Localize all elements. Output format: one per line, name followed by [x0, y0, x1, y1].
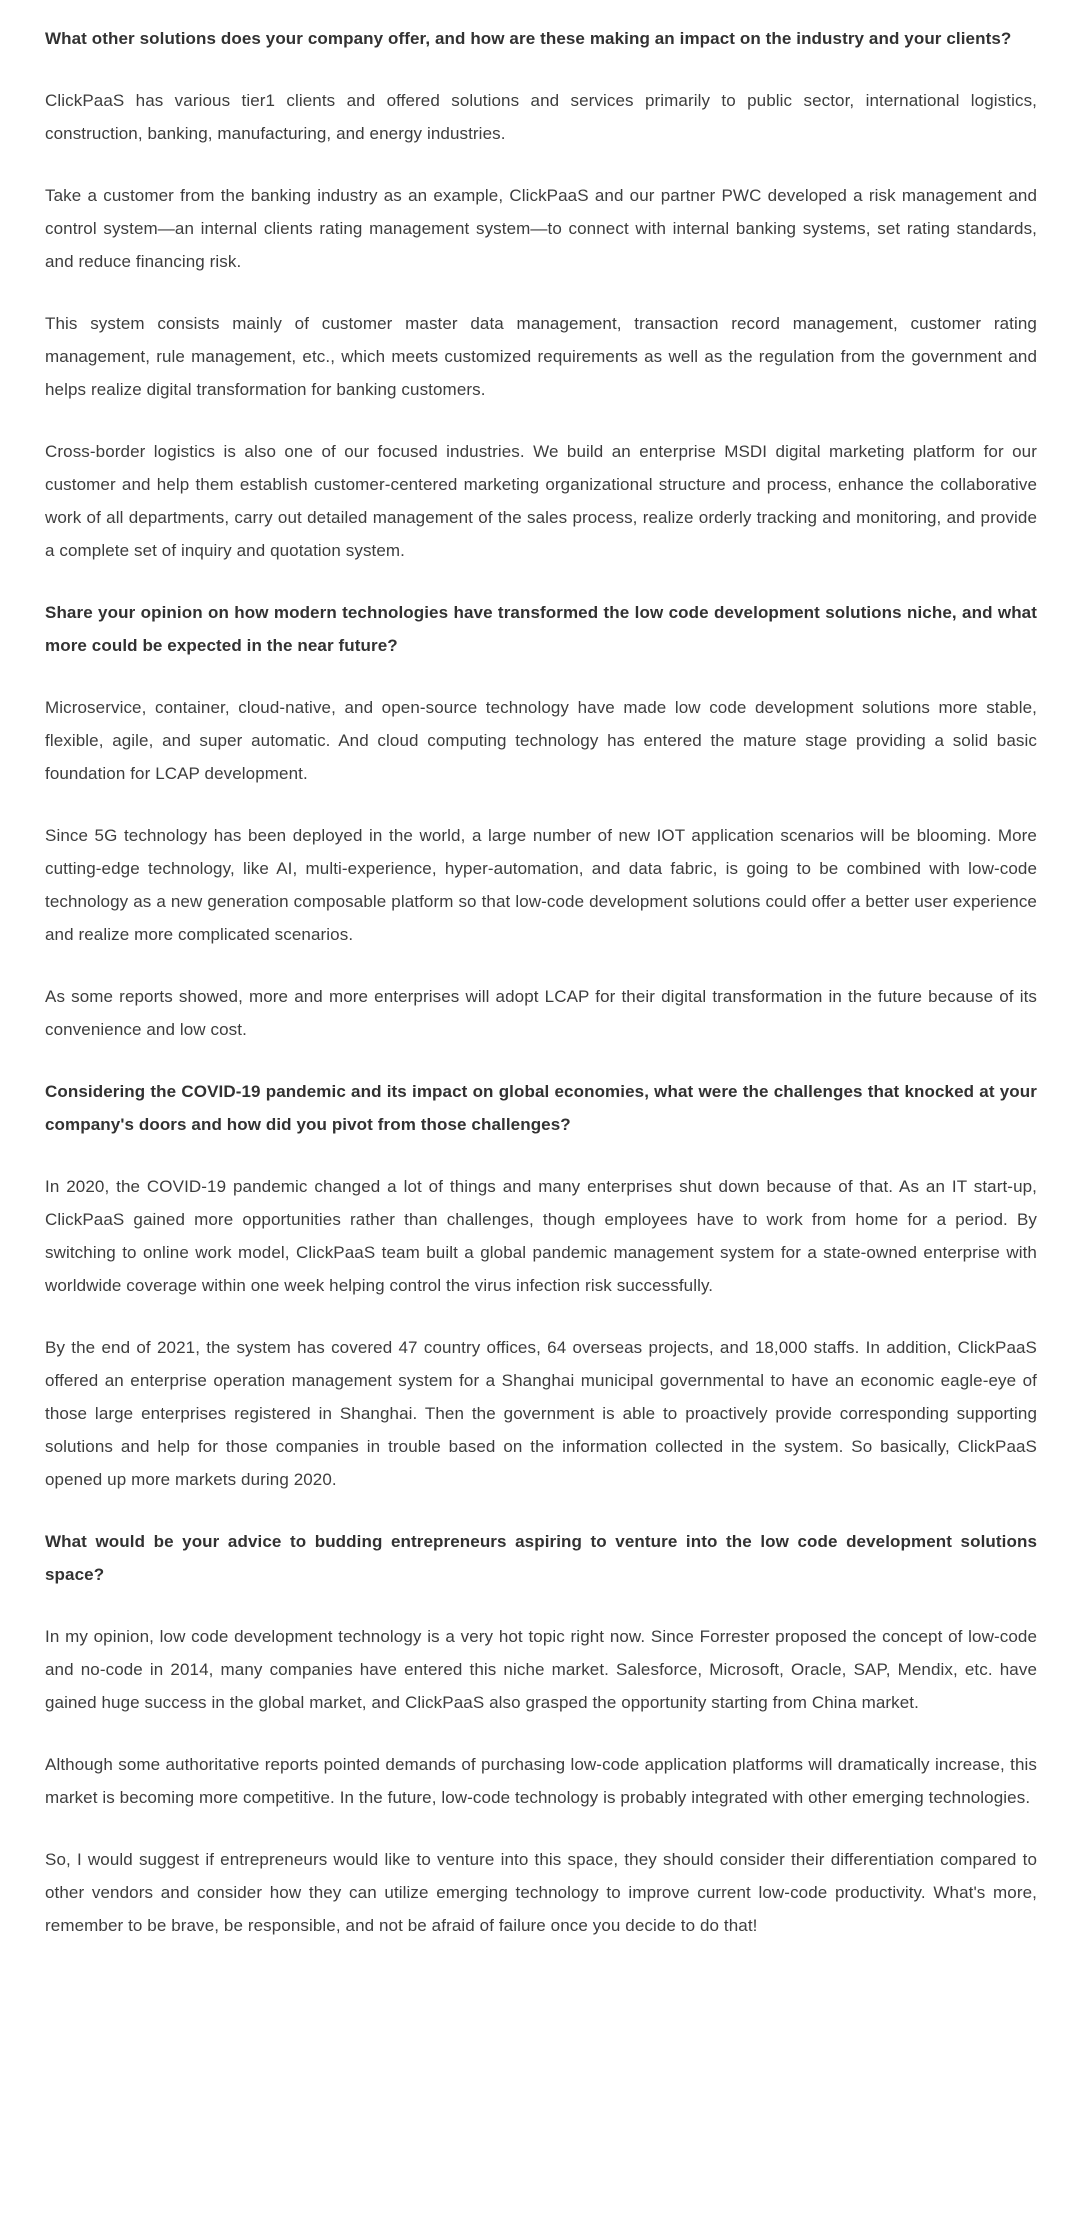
answer-paragraph: Take a customer from the banking industry as an example, ClickPaaS and our partner PWC developed a risk management and control system—an internal clients rating management system—to connect with internal banking systems, set rating standards, and reduce financing risk. — [45, 186, 1037, 271]
answer-paragraph: ClickPaaS has various tier1 clients and offered solutions and services primarily to public sector, international logistics, construction, banking, manufacturing, and energy industries. — [45, 91, 1037, 143]
answer-paragraph: In my opinion, low code development technology is a very hot topic right now. Since Forrester proposed the concept of low-code and no-code in 2014, many companies have entered this niche market. Salesforce, Microsoft, Oracle, SAP, Mendix, etc. have gained huge success in the global market, and ClickPaaS also grasped the opportunity starting from China market. — [45, 1627, 1037, 1712]
answer-paragraph: Cross-border logistics is also one of our focused industries. We build an enterprise MSDI digital marketing platform for our customer and help them establish customer-centered marketing organizational structure and process, enhance the collaborative work of all departments, carry out detailed management of the sales process, realize orderly tracking and monitoring, and provide a complete set of inquiry and quotation system. — [45, 442, 1037, 560]
answer-paragraph: By the end of 2021, the system has covered 47 country offices, 64 overseas projects, and 18,000 staffs. In addition, ClickPaaS offered an enterprise operation management system for a Shanghai municipal governmental to have an economic eagle-eye of those large enterprises registered in Shanghai. Then the government is able to proactively provide corresponding supporting solutions and help for those companies in trouble based on the information collected in the system. So basically, ClickPaaS opened up more markets during 2020. — [45, 1338, 1037, 1489]
question-heading: What other solutions does your company offer, and how are these making an impact on the industry and your clients? — [45, 29, 1012, 48]
answer-paragraph: Since 5G technology has been deployed in the world, a large number of new IOT application scenarios will be blooming. More cutting-edge technology, like AI, multi-experience, hyper-automation, and data fabric, is going to be combined with low-code technology as a new generation composable platform so that low-code development solutions could offer a better user experience and realize more complicated scenarios. — [45, 826, 1037, 944]
question-heading: Considering the COVID-19 pandemic and its impact on global economies, what were the challenges that knocked at your company's doors and how did you pivot from those challenges? — [45, 1082, 1037, 1134]
question-heading: Share your opinion on how modern technologies have transformed the low code development solutions niche, and what more could be expected in the near future? — [45, 603, 1037, 655]
question-heading: What would be your advice to budding entrepreneurs aspiring to venture into the low code development solutions space? — [45, 1532, 1037, 1584]
answer-paragraph: So, I would suggest if entrepreneurs would like to venture into this space, they should consider their differentiation compared to other vendors and consider how they can utilize emerging technology to improve current low-code productivity. What's more, remember to be brave, be responsible, and not be afraid of failure once you decide to do that! — [45, 1850, 1037, 1935]
answer-paragraph: Although some authoritative reports pointed demands of purchasing low-code application platforms will dramatically increase, this market is becoming more competitive. In the future, low-code technology is probably integrated with other emerging technologies. — [45, 1755, 1037, 1807]
answer-paragraph: This system consists mainly of customer master data management, transaction record management, customer rating management, rule management, etc., which meets customized requirements as well as the regulation from the government and helps realize digital transformation for banking customers. — [45, 314, 1037, 399]
answer-paragraph: In 2020, the COVID-19 pandemic changed a lot of things and many enterprises shut down because of that. As an IT start-up, ClickPaaS gained more opportunities rather than challenges, though employees have to work from home for a period. By switching to online work model, ClickPaaS team built a global pandemic management system for a state-owned enterprise with worldwide coverage within one week helping control the virus infection risk successfully. — [45, 1177, 1037, 1295]
answer-paragraph: Microservice, container, cloud-native, and open-source technology have made low code development solutions more stable, flexible, agile, and super automatic. And cloud computing technology has entered the mature stage providing a solid basic foundation for LCAP development. — [45, 698, 1037, 783]
answer-paragraph: As some reports showed, more and more enterprises will adopt LCAP for their digital transformation in the future because of its convenience and low cost. — [45, 987, 1037, 1039]
